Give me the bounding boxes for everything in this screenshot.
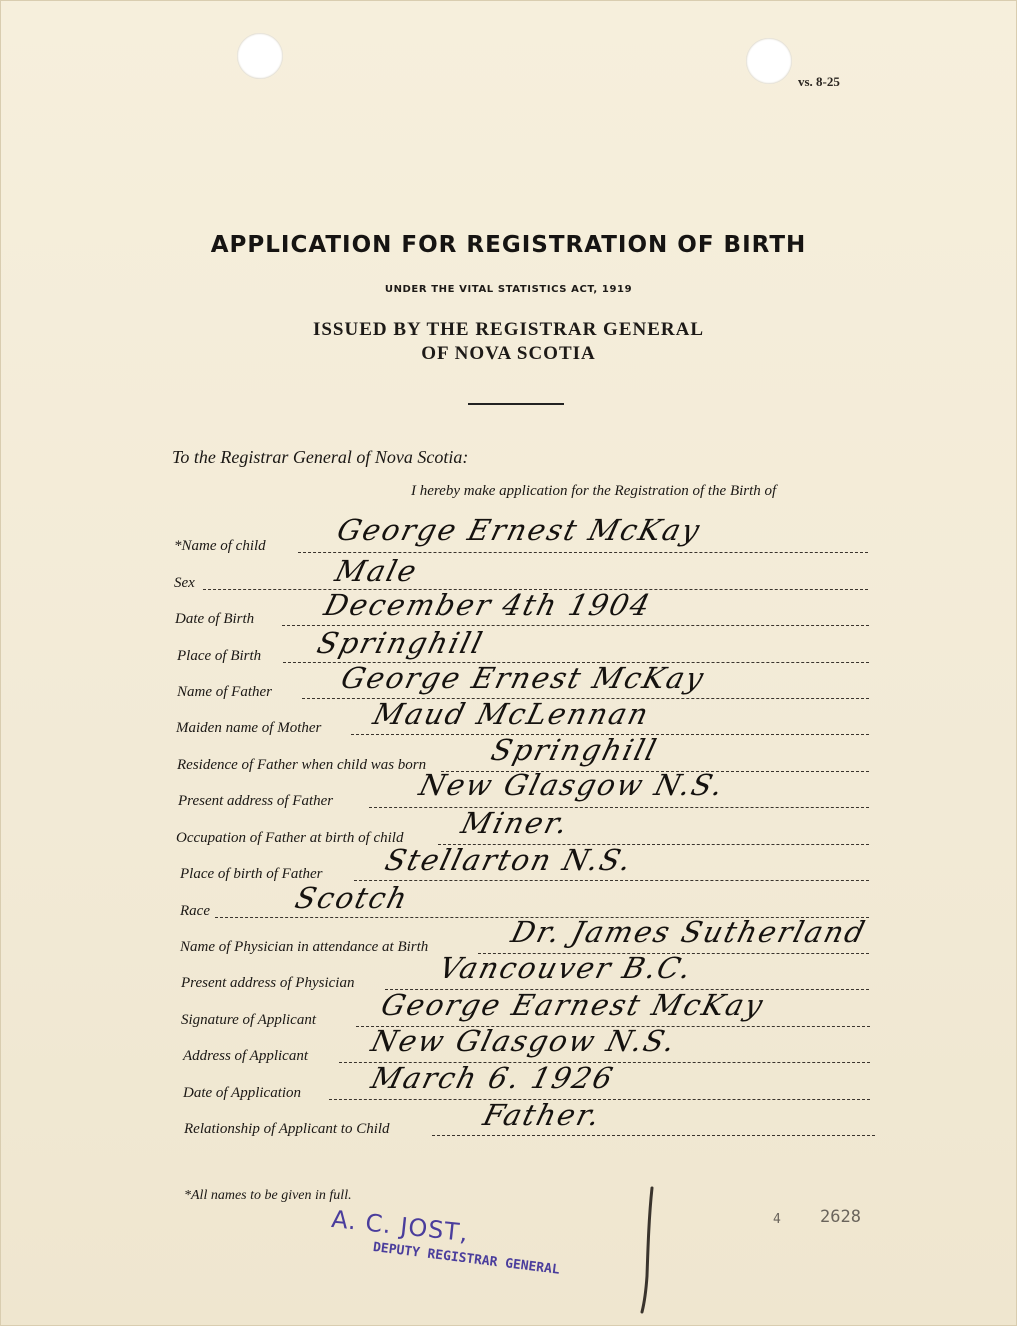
field-label-signature-of-applicant: Signature of Applicant (181, 1012, 316, 1028)
field-label-name-of-physician: Name of Physician in attendance at Birth (180, 939, 429, 955)
field-label-name-of-father: Name of Father (177, 684, 272, 700)
field-label-place-of-birth: Place of Birth (177, 648, 262, 664)
serial-mark: 4 (773, 1212, 781, 1227)
field-value-sex: Male (331, 554, 422, 588)
stamp-name: A. C. JOST, (330, 1205, 471, 1248)
field-label-relationship-of-applicant: Relationship of Applicant to Child (184, 1121, 390, 1137)
pen-stroke-mark (634, 1186, 664, 1314)
field-value-place-of-birth-of-father: Stellarton N.S. (381, 843, 637, 877)
document-subtitle: UNDER THE VITAL STATISTICS ACT, 1919 (384, 284, 633, 295)
issued-by-line1: ISSUED BY THE REGISTRAR GENERAL (312, 319, 705, 340)
field-label-race: Race (180, 903, 210, 919)
field-value-relationship-of-applicant: Father. (479, 1098, 606, 1132)
field-label-name-of-child: *Name of child (174, 538, 266, 554)
stamp-title: DEPUTY REGISTRAR GENERAL (372, 1240, 561, 1278)
title-divider (468, 403, 564, 405)
field-value-signature-of-applicant: George Earnest McKay (377, 988, 769, 1022)
field-line (369, 807, 869, 808)
punch-hole-right (746, 38, 792, 84)
field-label-residence-of-father: Residence of Father when child was born (177, 757, 427, 773)
field-line (354, 880, 869, 881)
field-label-maiden-name-of-mother: Maiden name of Mother (176, 720, 322, 736)
field-value-date-of-birth: December 4th 1904 (320, 588, 656, 622)
field-label-sex: Sex (174, 575, 195, 591)
field-value-name-of-child: George Ernest McKay (333, 513, 705, 547)
field-line (432, 1135, 875, 1136)
salutation: To the Registrar General of Nova Scotia: (172, 447, 469, 467)
field-value-name-of-physician: Dr. James Sutherland (507, 915, 870, 949)
field-line (298, 552, 868, 553)
field-value-race: Scotch (291, 881, 413, 915)
field-value-date-of-application: March 6. 1926 (367, 1061, 618, 1095)
field-value-residence-of-father: Springhill (487, 733, 662, 767)
issued-by (0, 318, 1017, 366)
field-value-occupation-of-father: Miner. (457, 806, 573, 840)
field-label-address-of-applicant: Address of Applicant (183, 1048, 308, 1064)
field-value-name-of-father: George Ernest McKay (337, 661, 709, 695)
field-label-present-address-of-father: Present address of Father (178, 793, 334, 809)
field-value-address-of-applicant: New Glasgow N.S. (367, 1024, 681, 1058)
field-label-place-of-birth-of-father: Place of birth of Father (180, 866, 323, 882)
field-value-place-of-birth: Springhill (313, 626, 488, 660)
field-label-date-of-birth: Date of Birth (175, 611, 255, 627)
field-label-occupation-of-father: Occupation of Father at birth of child (176, 830, 404, 846)
field-label-present-address-of-physician: Present address of Physician (181, 975, 355, 991)
issued-by-line2: OF NOVA SCOTIA (421, 343, 596, 364)
field-value-present-address-of-father: New Glasgow N.S. (415, 768, 729, 802)
field-value-present-address-of-physician: Vancouver B.C. (435, 951, 697, 985)
field-value-maiden-name-of-mother: Maud McLennan (369, 697, 654, 731)
form-number: vs. 8-25 (798, 74, 840, 89)
footnote: *All names to be given in full. (184, 1188, 352, 1203)
document-title: APPLICATION FOR REGISTRATION OF BIRTH (210, 232, 807, 258)
field-label-date-of-application: Date of Application (183, 1085, 302, 1101)
intro-text: I hereby make application for the Registration of the Birth of (411, 483, 777, 499)
punch-hole-left (237, 33, 283, 79)
serial-number: 2628 (820, 1207, 861, 1227)
